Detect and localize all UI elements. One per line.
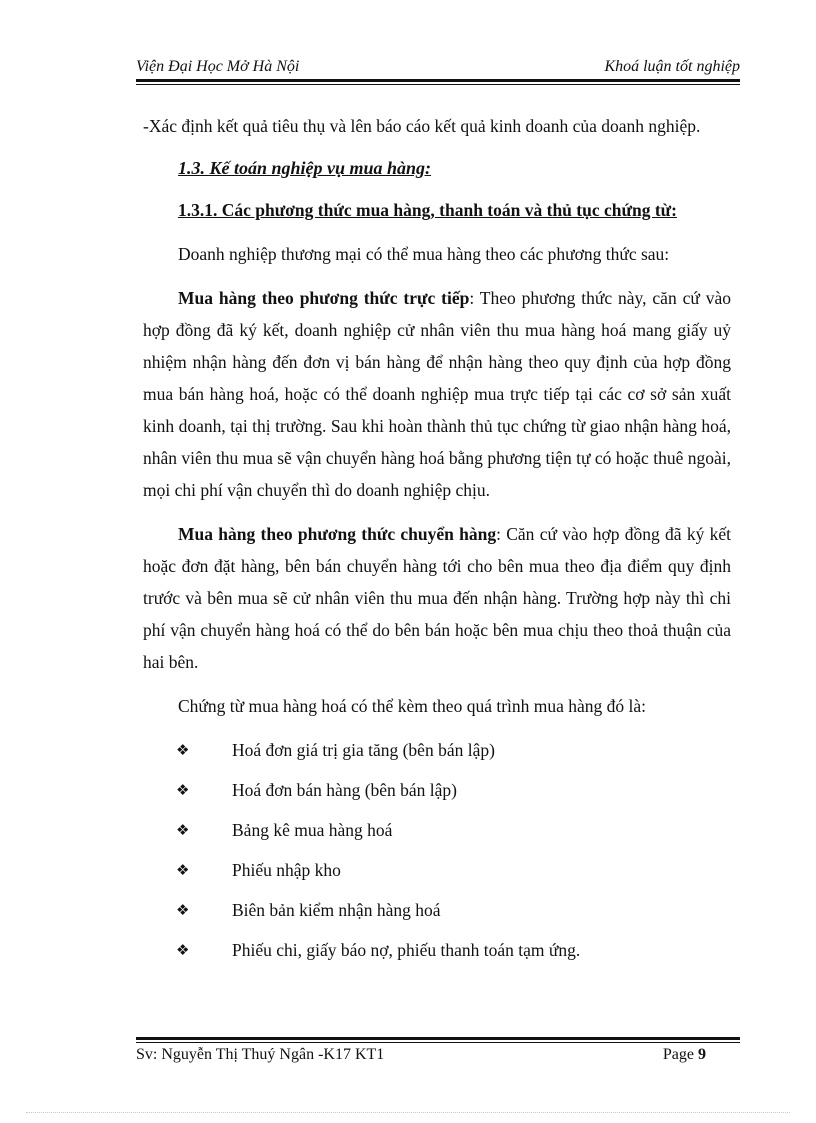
- diamond-bullet-icon: ❖: [176, 741, 190, 759]
- footer-student: Sv: Nguyễn Thị Thuý Ngân -K17 KT1: [136, 1046, 385, 1063]
- transfer-purchase-lead: Mua hàng theo phương thức chuyển hàng: [178, 524, 497, 544]
- page-header: [136, 56, 740, 76]
- direct-purchase-text: : Theo phương thức này, căn cứ vào hợp đồng đã ký kết, doanh nghiệp cử nhân viên thu mua hàng hoá mang giấy uỷ nhiệm nhận hàng đến đơn vị bán hàng để nhận hàng theo quy định của hợp đồng mua bán hàng hoá, hoặc có thể doanh nghiệp mua trực tiếp tại các cơ sở sản xuất kinh doanh, tại thị trường. Sau khi hoàn thành thủ tục chứng từ giao nhận hàng hoá, nhân viên thu mua sẽ vận chuyển hàng hoá bằng phương tiện tự có hoặc thuê ngoài, mọi chi phí vận chuyển thì do doanh nghiệp chịu.: [143, 288, 731, 500]
- header-institution: Viện Đại Học Mở Hà Nội: [136, 58, 300, 75]
- transfer-purchase-text: : Căn cứ vào hợp đồng đã ký kết hoặc đơn đặt hàng, bên bán chuyển hàng tới cho bên mua theo địa điểm quy định trước và bên mua sẽ cử nhân viên thu mua đến nhận hàng. Trường hợp này thì chi phí vận chuyển hàng hoá có thể do bên bán hoặc bên mua chịu theo thoả thuận của hai bên.: [143, 524, 731, 672]
- list-item: [143, 850, 731, 890]
- page-number: 9: [698, 1046, 706, 1063]
- subsection-heading: 1.3.1. Các phương thức mua hàng, thanh toán và thủ tục chứng từ:: [178, 200, 677, 220]
- footer-rule-thick: [136, 1037, 740, 1040]
- diamond-bullet-icon: ❖: [176, 781, 190, 799]
- list-item-text: Hoá đơn giá trị gia tăng (bên bán lập): [232, 740, 495, 760]
- page-label: Page: [662, 1046, 698, 1063]
- list-item: [143, 810, 731, 850]
- diamond-bullet-icon: ❖: [176, 861, 190, 879]
- list-item-text: Phiếu chi, giấy báo nợ, phiếu thanh toán tạm ứng.: [232, 940, 581, 960]
- list-item: [143, 730, 731, 770]
- list-item: [143, 930, 731, 970]
- diamond-bullet-icon: ❖: [176, 821, 190, 839]
- transfer-purchase-paragraph: [143, 518, 731, 678]
- documents-intro: Chứng từ mua hàng hoá có thể kèm theo quá trình mua hàng đó là:: [178, 696, 647, 716]
- page-footer: [136, 1046, 706, 1064]
- intro-paragraph: -Xác định kết quả tiêu thụ và lên báo cáo kết quả kinh doanh của doanh nghiệp.: [143, 116, 701, 136]
- documents-list: [143, 730, 731, 970]
- list-item-text: Phiếu nhập kho: [232, 860, 341, 880]
- page-indicator: [663, 1046, 706, 1064]
- header-rule-thin: [136, 84, 740, 85]
- direct-purchase-paragraph: [143, 282, 731, 506]
- list-item: [143, 890, 731, 930]
- section-heading: 1.3. Kế toán nghiệp vụ mua hàng:: [178, 158, 432, 178]
- direct-purchase-lead: Mua hàng theo phương thức trực tiếp: [178, 288, 470, 308]
- list-item-text: Bảng kê mua hàng hoá: [232, 820, 393, 840]
- page-content: [143, 110, 731, 970]
- list-item: [143, 770, 731, 810]
- methods-intro: Doanh nghiệp thương mại có thể mua hàng theo các phương thức sau:: [178, 244, 670, 264]
- header-document-type: Khoá luận tốt nghiệp: [604, 58, 740, 75]
- list-item-text: Biên bản kiểm nhận hàng hoá: [232, 900, 441, 920]
- header-rule-thick: [136, 79, 740, 82]
- list-item-text: Hoá đơn bán hàng (bên bán lập): [232, 780, 458, 800]
- diamond-bullet-icon: ❖: [176, 941, 190, 959]
- page-bottom-border: [26, 1112, 790, 1113]
- footer-rule-thin: [136, 1042, 740, 1043]
- diamond-bullet-icon: ❖: [176, 901, 190, 919]
